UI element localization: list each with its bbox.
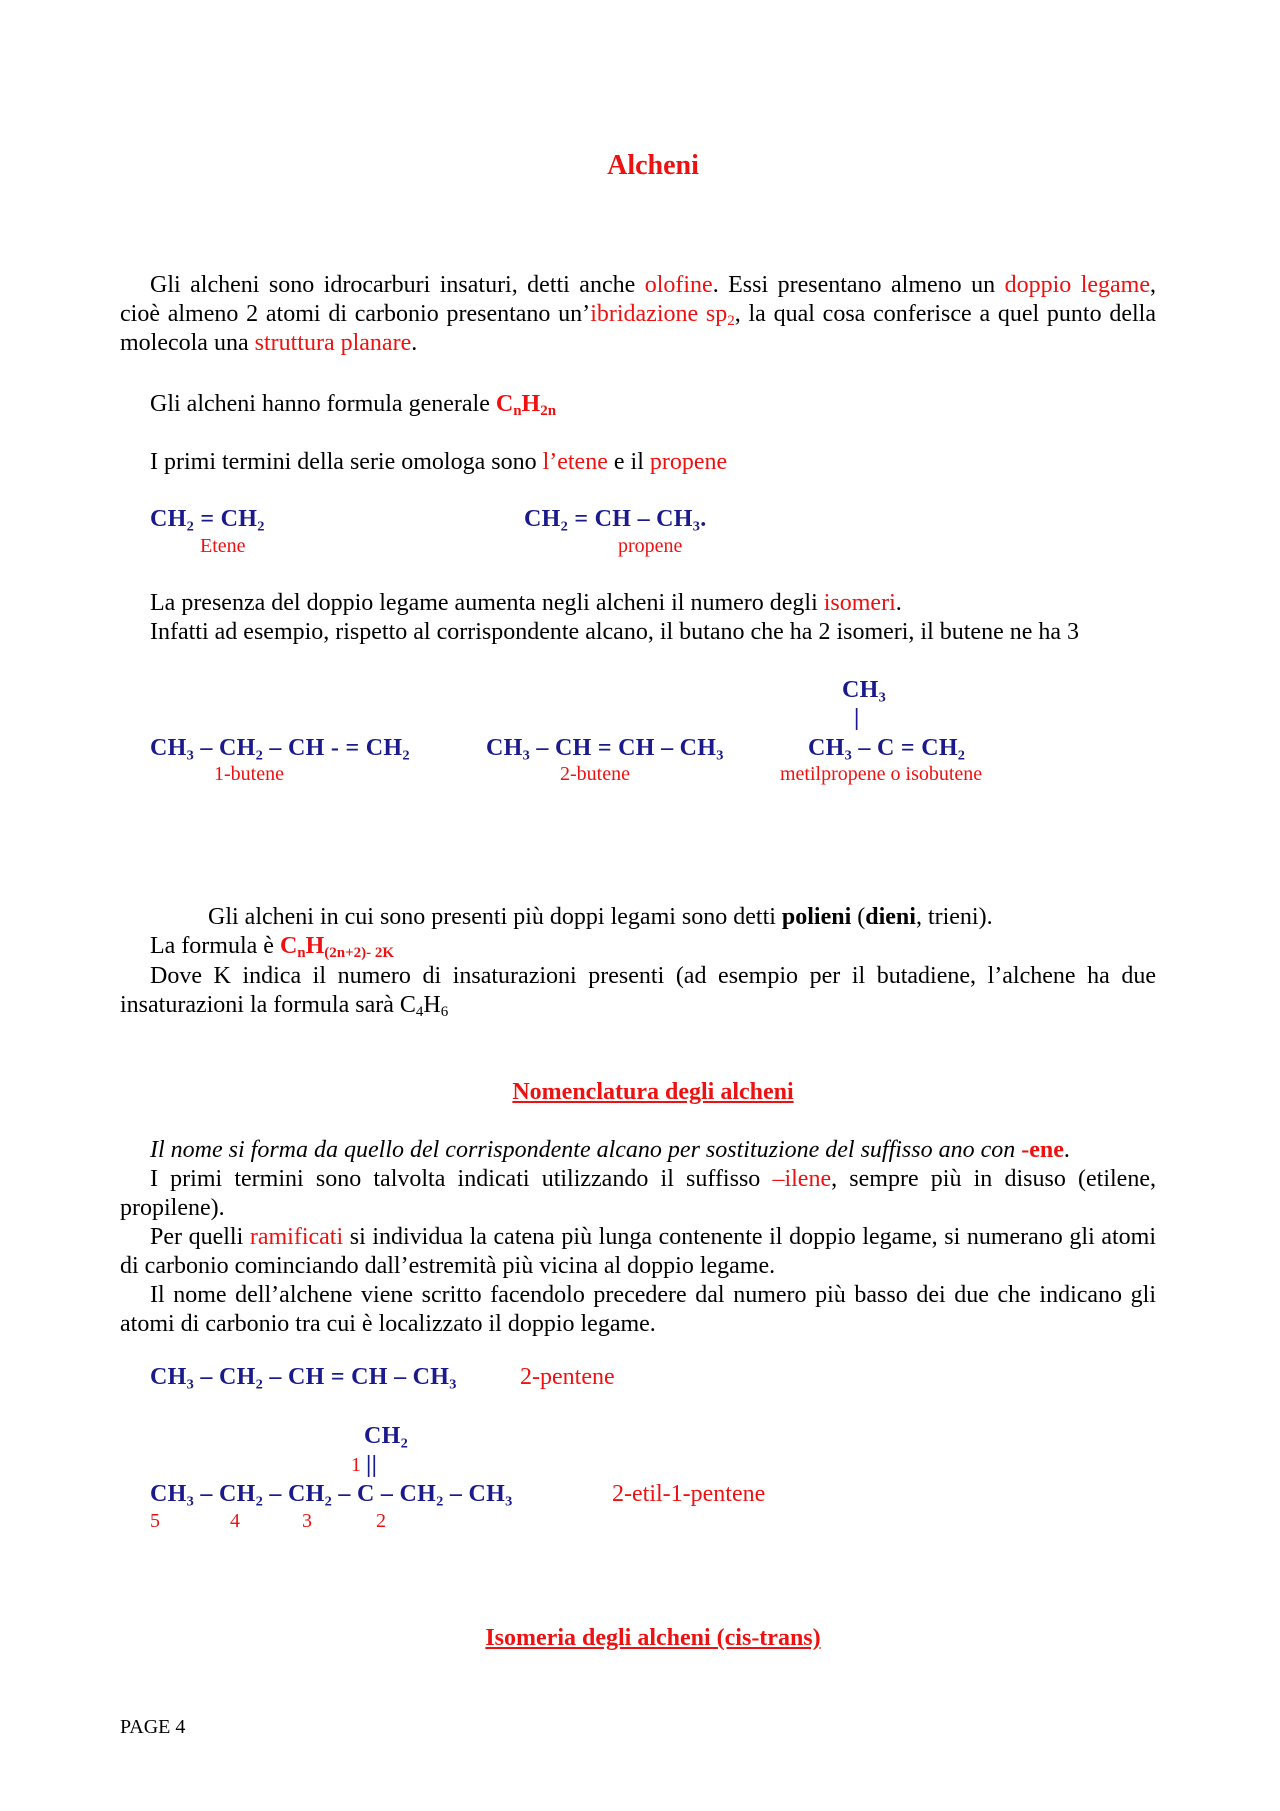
- polieni-line-1: Gli alcheni in cui sono presenti più doppi legami sono detti polieni (dieni, trieni).: [208, 904, 993, 930]
- etene-label: Etene: [200, 535, 246, 557]
- polieni-line-2: La formula è $C_nH_{(2n+2)- 2K}$: [150, 933, 395, 961]
- propene-formula: CH₂ = CH – CH₃.: [524, 506, 707, 532]
- etene-formula: CH₂ = CH₂: [150, 506, 265, 532]
- intro-paragraph: Gli alcheni sono idrocarburi insaturi, detti anche olofine. Essi presentano almeno un doppio legame, cioè almeno 2 atomi di carbonio presentano un’ibridazione $sp_2$, la qual cosa conferisce a quel punto della molecola una struttura planare.: [120, 272, 1157, 356]
- carbon-number-2: 2: [376, 1510, 386, 1532]
- isobutene-formula: CH₃ – C = CH₂: [808, 735, 966, 761]
- carbon-number-4: 4: [230, 1510, 240, 1532]
- isobutene-top-ch3: CH₃: [842, 677, 887, 703]
- carbon-number-3: 3: [302, 1510, 312, 1532]
- section-title-nomenclatura: Nomenclatura degli alcheni: [512, 1079, 794, 1105]
- isomers-line-1: La presenza del doppio legame aumenta negli alcheni il numero degli isomeri.: [150, 590, 902, 616]
- etil-formula: CH₃ – CH₂ – CH₂ – C – CH₂ – CH₃: [150, 1481, 513, 1507]
- propene-label: propene: [618, 535, 683, 557]
- intro-text: , cioè almeno 2 atomi di carbonio presentano un’: [120, 272, 1156, 327]
- page-title: Alcheni: [607, 150, 699, 181]
- general-formula-line: Gli alcheni hanno formula generale $C_nH_{2n}$: [150, 391, 557, 419]
- term-isomeri: isomeri: [823, 590, 896, 616]
- term-dieni: dieni: [865, 904, 916, 930]
- pentene-label: 2-pentene: [520, 1364, 615, 1390]
- polieni-formula: $C_nH_{(2n+2)- 2K}$: [279, 933, 395, 961]
- term-olofine: olofine: [644, 272, 713, 298]
- butene1-label: 1-butene: [214, 763, 284, 785]
- etil-double-bond: ||: [366, 1452, 378, 1478]
- etil-top-ch2: CH₂: [364, 1423, 409, 1449]
- intro-text: . Essi presentano almeno un: [712, 272, 1005, 298]
- general-formula: $C_nH_{2n}$: [495, 391, 557, 419]
- first-terms-line: I primi termini della serie omologa sono l’etene e il propene: [150, 449, 728, 475]
- page-number: PAGE 4: [120, 1716, 186, 1738]
- polieni-paragraph: Dove K indica il numero di insaturazioni presenti (ad esempio per il butadiene, l’alchene ha due insaturazioni la formula sarà $C_4H_6$: [120, 963, 1156, 1020]
- term-struttura-planare: struttura planare: [254, 330, 412, 356]
- term-etene: l’etene: [542, 449, 608, 475]
- pentene-formula: CH₃ – CH₂ – CH = CH – CH₃: [150, 1364, 457, 1390]
- etil-number-1: 1: [351, 1454, 361, 1476]
- section-title-isomeria: Isomeria degli alcheni (cis-trans): [485, 1625, 821, 1651]
- isomers-line-2: Infatti ad esempio, rispetto al corrispondente alcano, il butano che ha 2 isomeri, il butene ne ha 3: [150, 619, 1080, 645]
- butene2-formula: CH₃ – CH = CH – CH₃: [486, 735, 724, 761]
- carbon-number-5: 5: [150, 1510, 160, 1532]
- isobutene-label: metilpropene o isobutene: [780, 763, 983, 785]
- term-polieni: polieni: [781, 904, 852, 930]
- butene1-formula: CH₃ – CH₂ – CH - = CH₂: [150, 735, 410, 761]
- term-ibridazione: ibridazione $sp_2$: [590, 301, 735, 329]
- term-propene: propene: [649, 449, 728, 475]
- etil-label: 2-etil-1-pentene: [612, 1481, 766, 1507]
- term-ramificati: ramificati: [249, 1224, 344, 1250]
- intro-text: , la qual cosa conferisce a quel punto della molecola una: [120, 301, 1157, 356]
- term-doppio-legame: doppio legame: [1004, 272, 1150, 298]
- intro-text: Gli alcheni sono idrocarburi insaturi, detti anche: [150, 272, 645, 298]
- term-ene: -ene: [1021, 1137, 1064, 1163]
- nomenclatura-paragraphs: Il nome si forma da quello del corrispondente alcano per sostituzione del suffisso ano con -ene. I primi termini sono talvolta indicati utilizzando il suffisso –ilene, sempre più in disuso (etilene, propilene). Per quelli ramificati si individua la catena più lunga contenente il doppio legame, si numerano gli atomi di carbonio cominciando dall’estremità più vicina al doppio legame. Il nome dell’alchene viene scritto facendolo precedere dal numero più basso dei due che indicano gli atomi di carbonio tra cui è localizzato il doppio legame.: [120, 1137, 1156, 1337]
- isobutene-bond: |: [854, 705, 860, 731]
- butene2-label: 2-butene: [560, 763, 630, 785]
- term-ilene: –ilene: [772, 1166, 832, 1192]
